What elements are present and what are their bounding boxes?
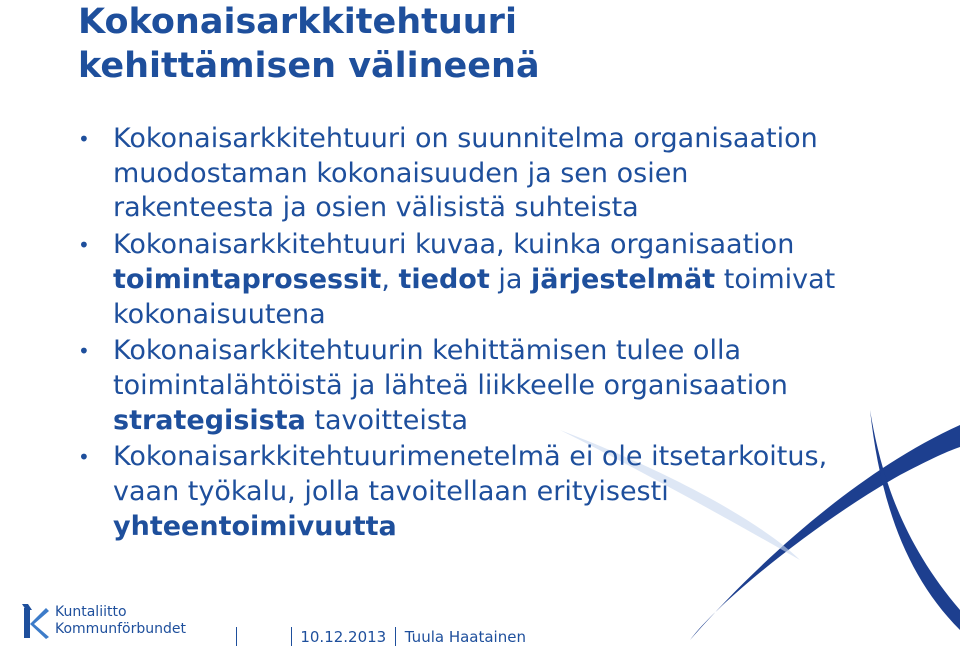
footer-separator (236, 627, 237, 646)
footer-date: 10.12.2013 (300, 627, 387, 646)
slide-footer (236, 626, 526, 648)
footer-separator (395, 627, 396, 646)
logo-line2: Kommunförbundet (55, 621, 186, 637)
bullet-item: • Kokonaisarkkitehtuuri kuvaa, kuinka organisaation toimintaprosessit, tiedot ja järjestelmät toimivat kokonaisuutena (78, 228, 858, 332)
emphasis-text: tiedot (398, 263, 490, 295)
emphasis-text: toimintaprosessit (113, 263, 382, 295)
slide-title-line1: Kokonaisarkkitehtuuri (78, 2, 517, 42)
slide-title (78, 0, 540, 88)
bullet-item: • Kokonaisarkkitehtuurimenetelmä ei ole itsetarkoitus, vaan työkalu, jolla tavoitellaan erityisesti yhteentoimivuutta (78, 440, 858, 544)
emphasis-text: strategisista (113, 404, 306, 436)
bullet-item: • Kokonaisarkkitehtuurin kehittämisen tulee olla toimintalähtöistä ja lähteä liikkeelle organisaation strategisista tavoitteista (78, 334, 858, 438)
emphasis-text: järjestelmät (530, 263, 716, 295)
footer-author: Tuula Haatainen (404, 627, 526, 646)
slide-title-line2: kehittämisen välineenä (78, 46, 540, 86)
logo-line1: Kuntaliitto (55, 604, 127, 620)
footer-separator (291, 627, 292, 646)
bullet-list (78, 122, 858, 546)
emphasis-text: yhteentoimivuutta (113, 510, 397, 542)
bullet-item: • Kokonaisarkkitehtuuri on suunnitelma organisaation muodostaman kokonaisuuden ja sen osien rakenteesta ja osien välisistä suhteista (78, 122, 858, 226)
kuntaliitto-k-icon (22, 604, 50, 640)
